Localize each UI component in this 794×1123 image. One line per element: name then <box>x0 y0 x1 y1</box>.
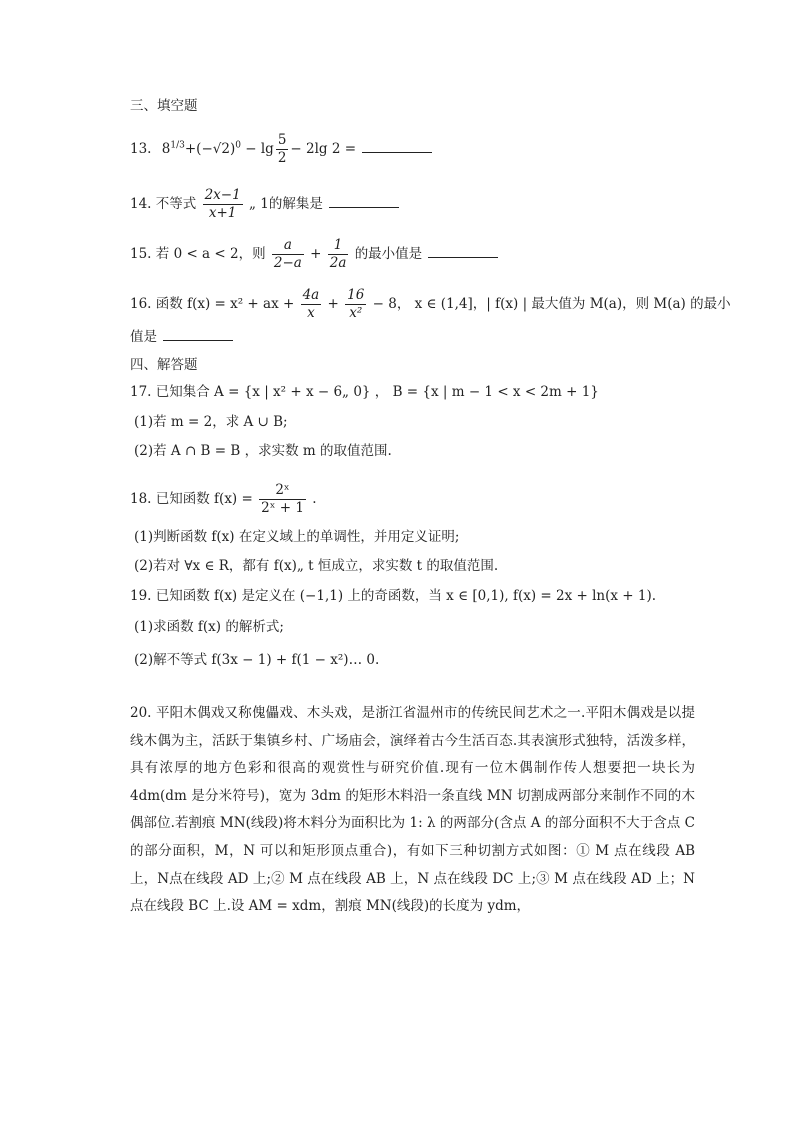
question-19-part1: (1)求函数 f(x) 的解析式; <box>134 619 284 635</box>
question-18-part2: (2)若对 ∀x ∈ R，都有 f(x)„ t 恒成立，求实数 t 的取值范围. <box>134 558 499 574</box>
question-20: 20. 平阳木偶戏又称傀儡戏、木头戏，是浙江省温州市的传统民间艺术之一.平阳木偶戏是以提线木偶为主，活跃于集镇乡村、广场庙会，演绎着古今生活百态.其表演形式独特，活泼多样，具有浓厚的地方色彩和很高的观赏性与研究价值.现有一位木偶制作传人想要把一块长为 4dm(dm 是分米符号)，宽为 3dm 的矩形木料沿一条直线 MN 切割成两部分来制作不同的木偶部位.若割痕 MN(线段)将木料分为面积比为 1: λ 的两部分(含点 A 的部分面积不大于含点 C 的部分面积，M，N 可以和矩形顶点重合)，有如下三种切割方式如图：① M 点在线段 AB 上，N点在线段 AD 上;② M 点在线段 AB 上，N 点在线段 DC 上;③ M 点在线段 AD 上；N 点在线段 BC 上.设 AM = xdm，割痕 MN(线段)的长度为 ydm， <box>130 705 695 915</box>
question-17-stem: 17. 已知集合 A = {x | x² + x − 6„ 0} ， B = {x | m − 1 < x < 2m + 1} <box>130 384 599 400</box>
question-17-part1: (1)若 m = 2，求 A ∪ B; <box>134 414 288 430</box>
answer-blank[interactable] <box>163 327 233 341</box>
question-13 <box>130 132 432 167</box>
answer-blank[interactable] <box>428 244 498 258</box>
question-number: 13. <box>130 141 152 157</box>
question-19-part2: (2)解不等式 f(3x − 1) + f(1 − x²)… 0. <box>134 652 380 668</box>
answer-blank[interactable] <box>362 139 432 153</box>
section-title-answer: 四、解答题 <box>130 357 198 373</box>
question-18-part1: (1)判断函数 f(x) 在定义域上的单调性，并用定义证明; <box>134 529 460 545</box>
question-14: 14. 不等式 $\frac{2x-1}{x+1}$ „ 1的解集是 <box>130 187 399 222</box>
answer-blank[interactable] <box>329 194 399 208</box>
question-16-line2: 值是 <box>130 327 233 347</box>
q13-expression: $8^{1/3}+(-√2)^0 - \lg$ $\frac{5}{2}$ − 2lg 2 = <box>161 132 357 166</box>
question-18-stem: 18. 已知函数 f(x) = $\frac{\text{2ˣ}}{\text{2ˣ + 1}}$ . <box>130 482 317 516</box>
question-17-part2: (2)若 A ∩ B = B ，求实数 m 的取值范围. <box>134 443 392 459</box>
question-16: 16. 函数 f(x) = x² + ax + $\frac{4a}{x}$ + $\frac{16}{\text{x²}}$ − 8， x ∈ (1,4]，| f(x) | 最大值为 M(a)，则 M(a) 的最小 <box>130 287 731 321</box>
question-19-stem: 19. 已知函数 f(x) 是定义在 (−1,1) 上的奇函数，当 x ∈ [0,1), f(x) = 2x + ln(x + 1). <box>130 588 657 604</box>
section-title-fill-in: 三、填空题 <box>130 98 198 114</box>
q14-fraction: $\frac{2x-1}{x+1}$ <box>204 187 241 221</box>
question-15: 15. 若 0 < a < 2，则 $\frac{a}{2-a}$ + $\frac{1}{2a}$ 的最小值是 <box>130 237 498 272</box>
